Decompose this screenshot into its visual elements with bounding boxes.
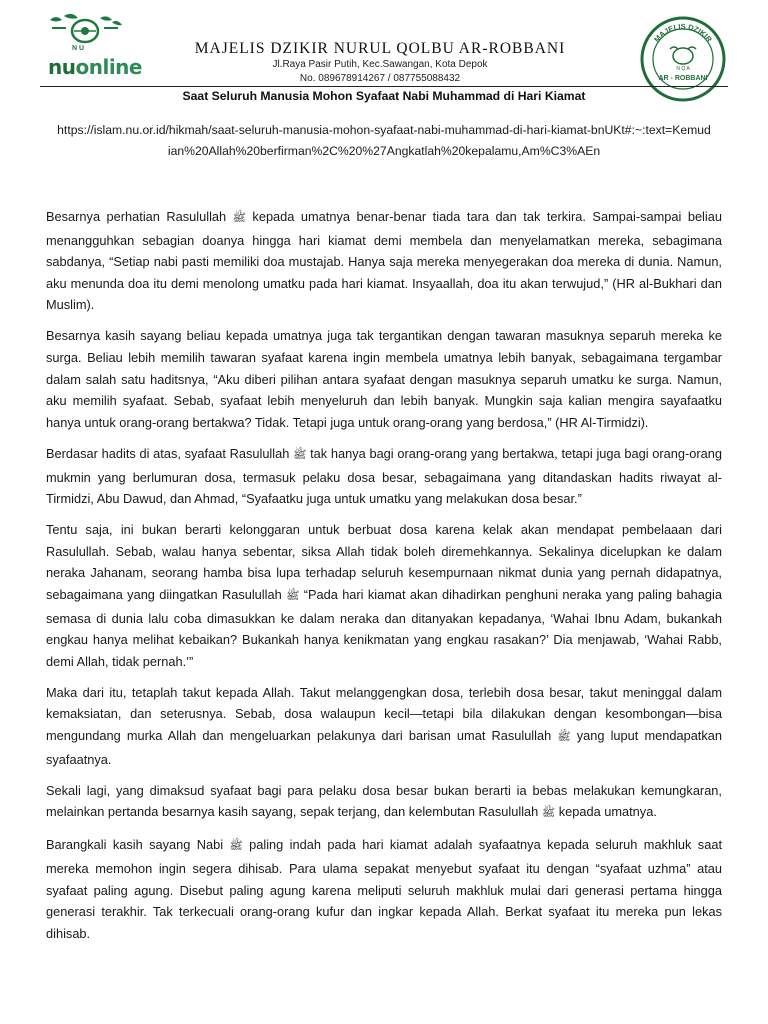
- salla-glyph: ﷺ: [286, 590, 300, 602]
- paragraph: Besarnya perhatian Rasulullah ﷺ kepada umatnya benar-benar tiada tara dan tak terkira. Sampai-sampai beliau menangguhkan sebagian doanya hingga hari kiamat demi membela dan menyelamatkan mereka, sebagimana sabdanya, “Setiap nabi pasti memiliki doa mustajab. Hanya saja mereka menyegerakan doa mereka di dunia. Namun, aku menunda doa itu demi menolong umatku pada hari kiamat. Insyaallah, doa itu akan terwujud,” (HR al-Bukhari dan Muslim).: [46, 209, 722, 313]
- document-title: Saat Seluruh Manusia Mohon Syafaat Nabi Muhammad di Hari Kiamat: [182, 89, 586, 103]
- salla-glyph: ﷺ: [229, 840, 243, 853]
- paragraph: Sekali lagi, yang dimaksud syafaat bagi para pelaku dosa besar bukan berarti ia bebas melakukan kemungkaran, melainkan pertanda besarnya kasih sayang, sepak terjang, dan kelembutan Rasulullah ﷺ kepada umatnya.: [46, 782, 722, 820]
- svg-text:AR - ROBBANI: AR - ROBBANI: [658, 75, 708, 82]
- svg-text:N Q A: N Q A: [676, 66, 690, 72]
- salla-glyph: ﷺ: [557, 731, 571, 744]
- salla-glyph: ﷺ: [293, 448, 307, 461]
- organization-phone: No. 089678914267 / 087755088432: [299, 73, 461, 84]
- salla-glyph: ﷺ: [232, 212, 246, 224]
- article-body: [46, 206, 722, 954]
- paragraph: Berdasar hadits di atas, syafaat Rasulullah ﷺ tak hanya bagi orang-orang yang bertakwa, tetapi juga bagi orang-orang mukmin yang berlumuran dosa, termasuk pelaku dosa besar, sebagaimana yang ditandaskan hadits riwayat al-Tirmidzi, Abu Dawud, dan Ahmad, “Syafaatku juga untuk umatku yang melakukan dosa besar.”: [46, 445, 722, 507]
- organization-info: [150, 40, 610, 86]
- paragraph: Barangkali kasih sayang Nabi ﷺ paling indah pada hari kiamat adalah syafaatnya kepada seluruh makhluk saat mereka memohon ingin segera dihisab. Para ulama sepakat menyebut syafaat itu dengan “syafaat uzhma” atau syafaat paling agung. Disebut paling agung karena meliputi seluruh makhluk mulai dari generasi pertama hingga generasi terakhir. Tak terkecuali orang-orang kufur dan ingkar kepada Allah. Berkat syafaat itu mereka pun lekas dihisab.: [46, 837, 722, 941]
- paragraph: Tentu saja, ini bukan berarti kelonggaran untuk berbuat dosa karena kelak akan mendapat pembelaaan dari Rasulullah. Sebab, walau hanya sebentar, siksa Allah tidak boleh diremehkannya. Sekalinya dicelupkan ke dalam neraka Jahanam, seorang hamba bisa lupa terhadap seluruh kesempurnaan nikmat dunia yang pernah didapatnya, sebagaimana yang diingatkan Rasulullah ﷺ “Pada hari kiamat akan dihadirkan penghuni neraka yang paling bahagia semasa di dunia lalu coba dimasukkan ke dalam neraka dan ditanyakan kepadanya, ‘Wahai Ibnu Adam, bukankah engkau hanya melihat kebaikan? Bukankah hanya kenikmatan yang engkau rasakan?’ Dia menjawab, ‘Wahai Rabb, demi Allah, tidak pernah.’”: [46, 522, 722, 669]
- salla-glyph: ﷺ: [541, 807, 556, 820]
- paragraph: Maka dari itu, tetaplah takut kepada Allah. Takut melanggengkan dosa, terlebih dosa besar, takut meninggal dalam kemaksiatan, dan seterusnya. Sebab, dosa walaupun kecil—tetapi bila dilakukan dengan kesombongan—bisa mengundang murka Allah dan mengeluarkan pelakunya dari barisan umat Rasulullah ﷺ yang luput mendapatkan syafaatnya.: [46, 684, 722, 767]
- organization-address: Jl.Raya Pasir Putih, Kec.Sawangan, Kota Depok: [272, 59, 488, 70]
- header-divider: [40, 86, 728, 87]
- nu-logo-icon: [44, 12, 126, 52]
- paragraph: Besarnya kasih sayang beliau kepada umatnya juga tak tergantikan dengan tawaran masuknya separuh mereka ke surga. Beliau lebih memilih tawaran syafaat karena ingin membela umatnya lebih banyak, sebagaimana tergambar dalam salah satu haditsnya, “Aku diberi pilihan antara syafaat dengan masuknya separuh umatku ke surga. Namun, aku memilih syafaat. Sebab, syafaat lebih menyeluruh dan lebih banyak. Mungkin saja kalian mengira sayafaatku hanya untuk orang-orang bertakwa? Tidak. Tetapi juga untuk orang-orang yang berdosa,” (HR Al-Tirmidzi).: [46, 328, 722, 430]
- organization-name: MAJELIS DZIKIR NURUL QOLBU AR-ROBBANI: [194, 40, 566, 57]
- source-url: https://islam.nu.or.id/hikmah/saat-seluruh-manusia-mohon-syafaat-nabi-muhammad-di-hari-kiamat-bnUKt#:~:text=Kemudian%20Allah%20berfirman%2C%20%27Angkatlah%20kepalamu,Am%C3%AEn: [57, 123, 711, 158]
- nuonline-logo: nuonline: [48, 55, 142, 79]
- nu-initials: N U: [72, 45, 85, 52]
- svg-text:MAJELIS DZIKIR: MAJELIS DZIKIR: [652, 21, 714, 44]
- letterhead: [0, 0, 768, 88]
